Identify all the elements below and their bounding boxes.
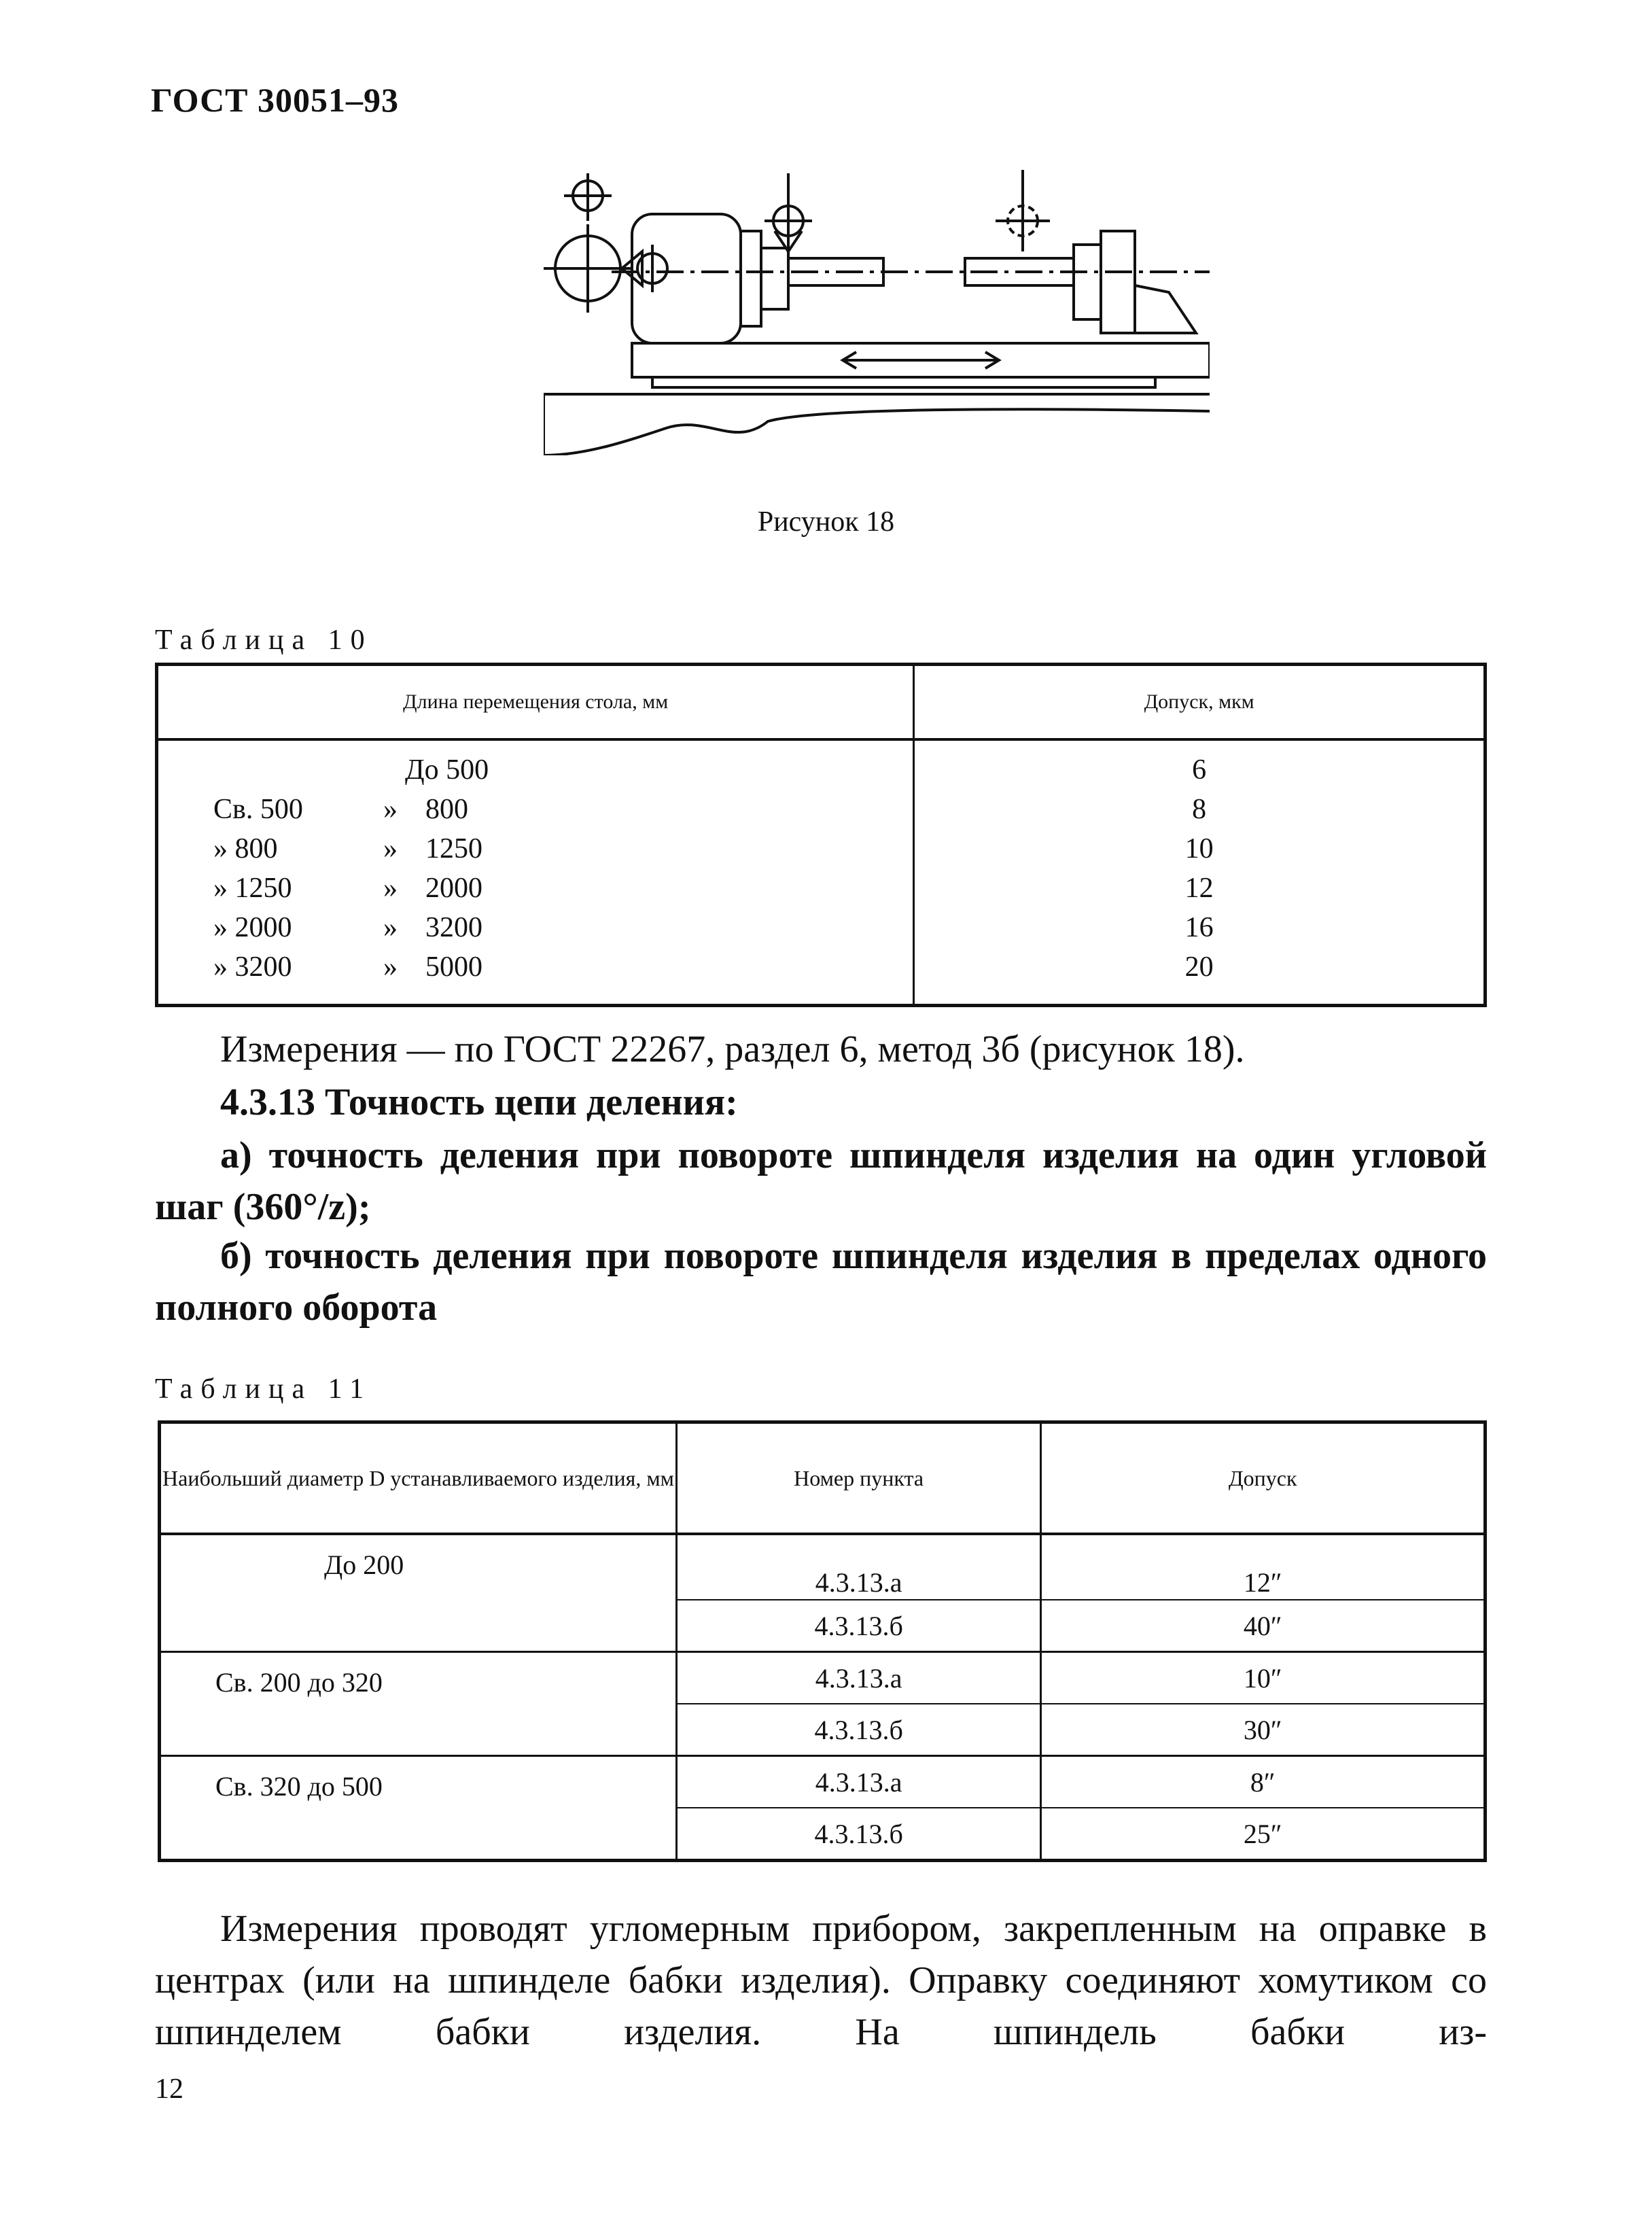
paragraph-section-heading: 4.3.13 Точность цепи деления: [220,1081,738,1123]
table-11 [158,1420,1487,1862]
item-cell: 4.3.13.а [676,1534,1041,1600]
column-header-tolerance: Допуск, мкм [914,665,1486,740]
tolerance-value: 10 [1184,833,1214,864]
tolerance-cell: 25″ [1041,1808,1486,1861]
table-body-row [157,739,1486,1006]
column-header-length: Длина перемещения стола, мм [157,665,914,740]
range-row: » 3200 » 5000 [213,951,482,983]
paragraph-item-b: б) точность деления при повороте шпинделя изделия в пределах одного полного оборота [155,1235,1487,1329]
figure-caption: Рисунок 18 [757,506,895,538]
paragraph-measurement: Измерения — по ГОСТ 22267, раздел 6, метод 3б (рисунок 18). [220,1028,1245,1070]
item-cell: 4.3.13.б [676,1808,1041,1861]
item-cell: 4.3.13.б [676,1704,1041,1756]
tolerance-value: 16 [1184,912,1214,943]
table-header-row [160,1422,1486,1535]
document-header: ГОСТ 30051–93 [151,81,400,119]
table-10 [155,663,1487,1007]
table-row [160,1652,1486,1704]
diameter-cell: Св. 200 до 320 [160,1652,677,1756]
range-row: » 1250 » 2000 [213,873,482,904]
item-cell: 4.3.13.а [676,1652,1041,1704]
range-row: » 2000 » 3200 [213,912,482,943]
item-cell: 4.3.13.б [676,1600,1041,1652]
column-header-tolerance: Допуск [1041,1422,1486,1535]
figure-18-drawing [544,156,1210,455]
table-row [160,1756,1486,1808]
table-row [160,1534,1486,1600]
range-row: » 800 » 1250 [213,833,482,864]
paragraph-item-a: а) точность деления при повороте шпинделя изделия на один угловой шаг (360°/z); [155,1134,1487,1228]
diameter-cell: Св. 320 до 500 [160,1756,677,1861]
range-row: До 500 [405,754,489,786]
table-header-row [157,665,1486,740]
tolerance-values-cell [914,739,1486,1006]
tolerance-value: 8 [1192,794,1207,825]
column-header-diameter: Наибольший диаметр D устанавливаемого изделия, мм [160,1422,677,1535]
tolerance-cell: 40″ [1041,1600,1486,1652]
diameter-cell: До 200 [160,1534,677,1652]
table-11-title: Таблица 11 [155,1373,372,1405]
tolerance-cell: 10″ [1041,1652,1486,1704]
paragraph-closing: Измерения проводят угломерным прибором, закрепленным на оправке в центрах (или на шпинделе бабки изделия). Оправку соединяют хомутиком со шпинделем бабки изделия. На шпиндель бабки из- [155,1908,1487,2053]
tolerance-value: 6 [1192,754,1207,786]
column-header-item: Номер пункта [676,1422,1041,1535]
item-cell: 4.3.13.а [676,1756,1041,1808]
length-ranges-cell [157,739,914,1006]
tolerance-value: 20 [1184,951,1214,983]
tolerance-cell: 30″ [1041,1704,1486,1756]
tolerance-cell: 12″ [1041,1534,1486,1600]
table-10-title: Таблица 10 [155,625,373,656]
tolerance-cell: 8″ [1041,1756,1486,1808]
range-row: Св. 500 » 800 [213,794,468,825]
page-number: 12 [155,2073,183,2105]
tolerance-value: 12 [1184,873,1214,904]
